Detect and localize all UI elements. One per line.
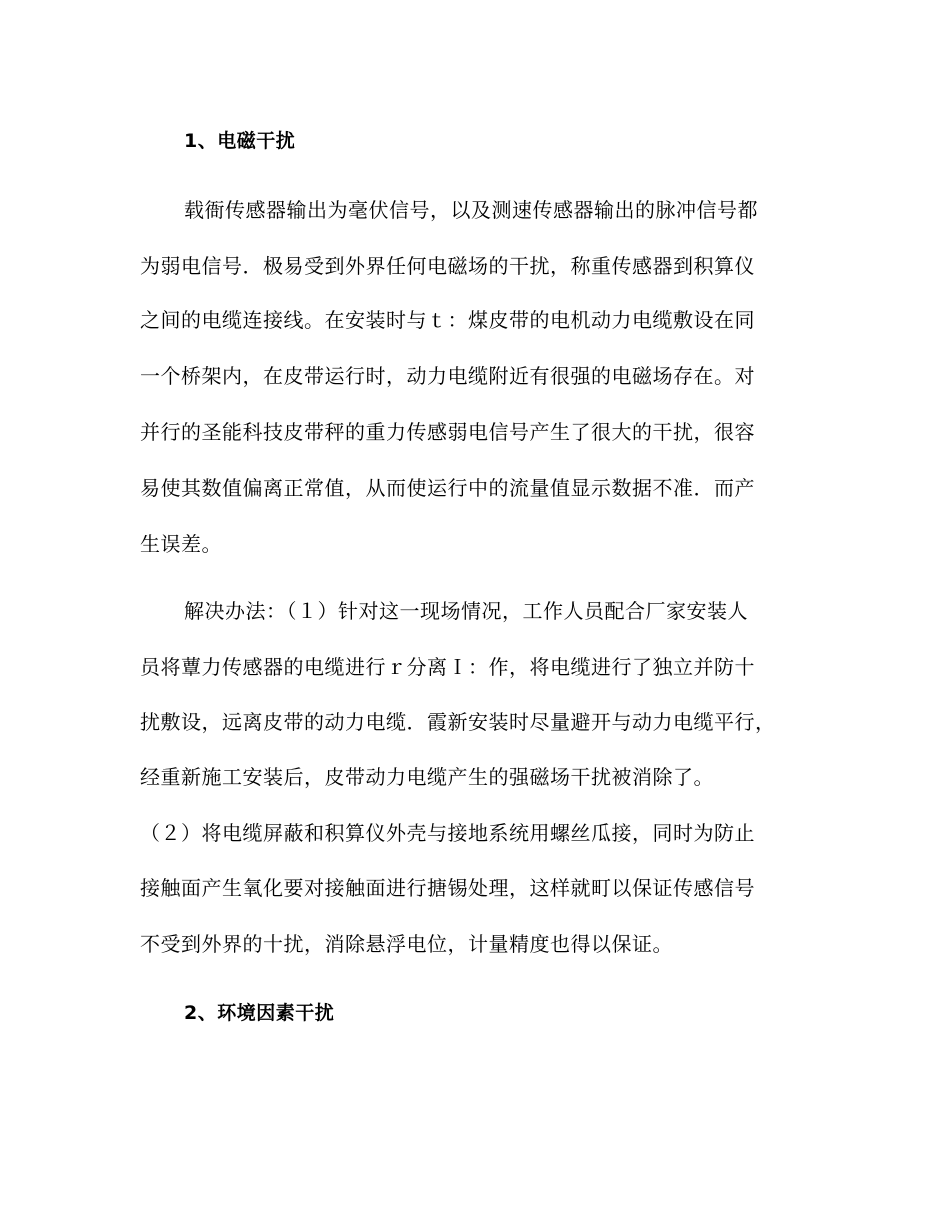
paragraph-line: 并行的圣能科技皮带秤的重力传感弱电信号产生了很大的干扰，很容: [140, 420, 755, 444]
paragraph-line: 之间的电缆连接线。在安装时与ｔ：煤皮带的电机动力电缆敷设在同: [140, 308, 755, 332]
paragraph-line: 员将蕈力传感器的电缆进行ｒ分离Ｉ：作，将电缆进行了独立并防十: [140, 655, 755, 679]
paragraph-line: 接触面产生氧化要对接触面进行搪锡处理，这样就町以保证传感信号: [140, 876, 755, 900]
paragraph-line: （２）将电缆屏蔽和积算仪外壳与接地系统用螺丝瓜接，同时为防止: [140, 821, 755, 845]
paragraph-line: 载衙传感器输出为毫伏信号，以及测速传感器输出的脉冲信号都: [184, 198, 758, 222]
paragraph-line: 易使其数值偏离正常值，从而使运行中的流量值显示数据不准．而产: [140, 476, 755, 500]
paragraph-line: 生误差。: [140, 532, 222, 556]
paragraph-line: 扰敷设，远离皮带的动力电缆．霞新安装时尽量避开与动力电缆平行，: [140, 710, 776, 734]
section-heading-environmental-interference: 2、环境因素干扰: [184, 1002, 335, 1024]
paragraph-line: 经重新施工安装后，皮带动力电缆产生的强磁场干扰被消除了。: [140, 765, 714, 789]
section-heading-electromagnetic-interference: 1、电磁干扰: [184, 130, 296, 152]
paragraph-line: 一个桥架内，在皮带运行时，动力电缆附近有很强的电磁场存在。对: [140, 364, 755, 388]
paragraph-line: 不受到外界的十扰，消除悬浮电位，计量精度也得以保证。: [140, 932, 673, 956]
paragraph-line: 为弱电信号．极易受到外界任何电磁场的干扰，称重传感器到积算仪: [140, 254, 755, 278]
paragraph-line: 解决办法：（１）针对这一现场情况，工作人员配合厂家安装人: [184, 599, 748, 623]
